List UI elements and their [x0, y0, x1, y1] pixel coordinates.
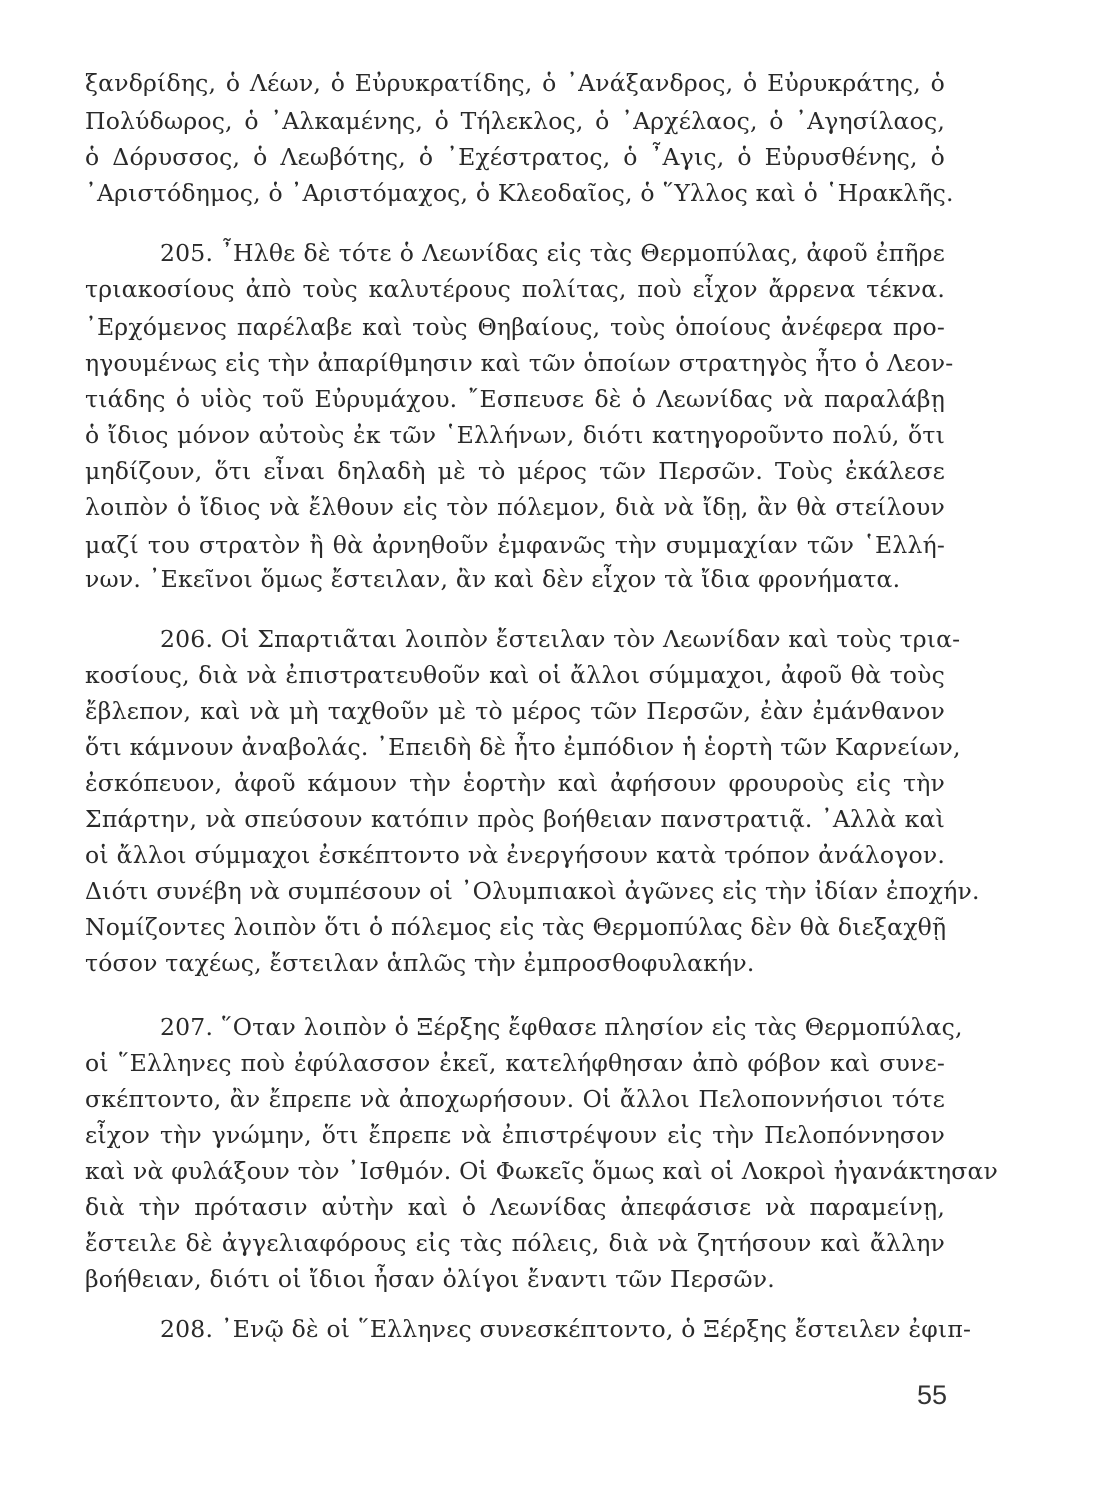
paragraph-206-line: ὅτι κάμνουν ἀναβολάς. ᾿Επειδὴ δὲ ἦτο ἐμπόδιον ἡ ἑορτὴ τῶν Καρνείων, [85, 733, 961, 761]
paragraph-205-line: λοιπὸν ὁ ἴδιος νὰ ἔλθουν εἰς τὸν πόλεμον, διὰ νὰ ἴδῃ, ἂν θὰ στείλουν [85, 493, 945, 521]
paragraph-205-line: μηδίζουν, ὅτι εἶναι δηλαδὴ μὲ τὸ μέρος τῶν Περσῶν. Τοὺς ἐκάλεσε [85, 457, 945, 485]
text-line: ὁ Δόρυσσος, ὁ Λεωβότης, ὁ ᾿Εχέστρατος, ὁ ῏Αγις, ὁ Εὐρυσθένης, ὁ [85, 143, 945, 171]
paragraph-206-line: κοσίους, διὰ νὰ ἐπιστρατευθοῦν καὶ οἱ ἄλλοι σύμμαχοι, ἀφοῦ θὰ τοὺς [85, 661, 945, 689]
paragraph-207-line: καὶ νὰ φυλάξουν τὸν ᾿Ισθμόν. Οἱ Φωκεῖς ὅμως καὶ οἱ Λοκροὶ ἠγανάκτησαν [85, 1157, 999, 1185]
paragraph-207-line: ἔστειλε δὲ ἀγγελιαφόρους εἰς τὰς πόλεις, διὰ νὰ ζητήσουν καὶ ἄλλην [85, 1229, 945, 1257]
paragraph-206-line: ἔβλεπον, καὶ νὰ μὴ ταχθοῦν μὲ τὸ μέρος τῶν Περσῶν, ἐὰν ἐμάνθανον [85, 697, 945, 725]
paragraph-206-line: Σπάρτην, νὰ σπεύσουν κατόπιν πρὸς βοήθειαν πανστρατιᾷ. ᾿Αλλὰ καὶ [85, 805, 945, 833]
paragraph-207-line: βοήθειαν, διότι οἱ ἴδιοι ἦσαν ὀλίγοι ἔναντι τῶν Περσῶν. [85, 1265, 775, 1293]
paragraph-206-line: 206. Οἱ Σπαρτιᾶται λοιπὸν ἔστειλαν τὸν Λεωνίδαν καὶ τοὺς τρια- [160, 625, 961, 653]
paragraph-205-line: ὁ ἴδιος μόνον αὐτοὺς ἐκ τῶν ῾Ελλήνων, διότι κατηγοροῦντο πολύ, ὅτι [85, 421, 945, 449]
paragraph-207-line: διὰ τὴν πρότασιν αὐτὴν καὶ ὁ Λεωνίδας ἀπεφάσισε νὰ παραμείνῃ, [85, 1193, 945, 1221]
page-number: 55 [916, 1380, 947, 1410]
paragraph-207-line: σκέπτοντο, ἂν ἔπρεπε νὰ ἀποχωρήσουν. Οἱ ἄλλοι Πελοποννήσιοι τότε [85, 1085, 945, 1113]
paragraph-207-line: οἱ ῞Ελληνες ποὺ ἐφύλασσον ἐκεῖ, κατελήφθησαν ἀπὸ φόβον καὶ συνε- [85, 1049, 945, 1077]
paragraph-205-line: 205. ῏Ηλθε δὲ τότε ὁ Λεωνίδας εἰς τὰς Θερμοπύλας, ἀφοῦ ἐπῆρε [160, 239, 945, 267]
paragraph-205-line: ᾿Ερχόμενος παρέλαβε καὶ τοὺς Θηβαίους, τοὺς ὁποίους ἀνέφερα προ- [85, 313, 945, 341]
paragraph-207-line: 207. ῞Οταν λοιπὸν ὁ Ξέρξης ἔφθασε πλησίον εἰς τὰς Θερμοπύλας, [160, 1013, 963, 1041]
paragraph-206-line: τόσον ταχέως, ἔστειλαν ἁπλῶς τὴν ἐμπροσθοφυλακήν. [85, 949, 755, 977]
text-line: ξανδρίδης, ὁ Λέων, ὁ Εὐρυκρατίδης, ὁ ᾿Ανάξανδρος, ὁ Εὐρυκράτης, ὁ [85, 69, 945, 97]
paragraph-206-line: Διότι συνέβη νὰ συμπέσουν οἱ ᾿Ολυμπιακοὶ ἀγῶνες εἰς τὴν ἰδίαν ἐποχήν. [85, 877, 980, 905]
paragraph-205-line: νων. ᾿Εκεῖνοι ὅμως ἔστειλαν, ἂν καὶ δὲν εἶχον τὰ ἴδια φρονήματα. [85, 565, 901, 593]
paragraph-205-line: τιάδης ὁ υἱὸς τοῦ Εὐρυμάχου. ῎Εσπευσε δὲ ὁ Λεωνίδας νὰ παραλάβῃ [85, 385, 945, 413]
paragraph-205-line: ηγουμένως εἰς τὴν ἀπαρίθμησιν καὶ τῶν ὁποίων στρατηγὸς ἦτο ὁ Λεον- [85, 349, 954, 377]
text-line: Πολύδωρος, ὁ ᾿Αλκαμένης, ὁ Τήλεκλος, ὁ ᾿Αρχέλαος, ὁ ᾿Αγησίλαος, [85, 107, 945, 135]
paragraph-207-line: εἶχον τὴν γνώμην, ὅτι ἔπρεπε νὰ ἐπιστρέψουν εἰς τὴν Πελοπόννησον [85, 1121, 945, 1149]
paragraph-206-line: ἐσκόπευον, ἀφοῦ κάμουν τὴν ἑορτὴν καὶ ἀφήσουν φρουροὺς εἰς τὴν [85, 769, 945, 797]
text-line: ᾿Αριστόδημος, ὁ ᾿Αριστόμαχος, ὁ Κλεοδαῖος, ὁ ῞Υλλος καὶ ὁ ῾Ηρακλῆς. [85, 179, 954, 207]
paragraph-206-line: Νομίζοντες λοιπὸν ὅτι ὁ πόλεμος εἰς τὰς Θερμοπύλας δὲν θὰ διεξαχθῇ [85, 913, 947, 941]
paragraph-206-line: οἱ ἄλλοι σύμμαχοι ἐσκέπτοντο νὰ ἐνεργήσουν κατὰ τρόπον ἀνάλογον. [85, 841, 945, 869]
paragraph-205-line: τριακοσίους ἀπὸ τοὺς καλυτέρους πολίτας, ποὺ εἶχον ἄρρενα τέκνα. [85, 275, 945, 303]
paragraph-205-line: μαζί του στρατὸν ἢ θὰ ἀρνηθοῦν ἐμφανῶς τὴν συμμαχίαν τῶν ῾Ελλή- [85, 531, 945, 559]
paragraph-208-line: 208. ᾿Ενῷ δὲ οἱ ῞Ελληνες συνεσκέπτοντο, ὁ Ξέρξης ἔστειλεν ἐφιπ- [160, 1315, 972, 1343]
